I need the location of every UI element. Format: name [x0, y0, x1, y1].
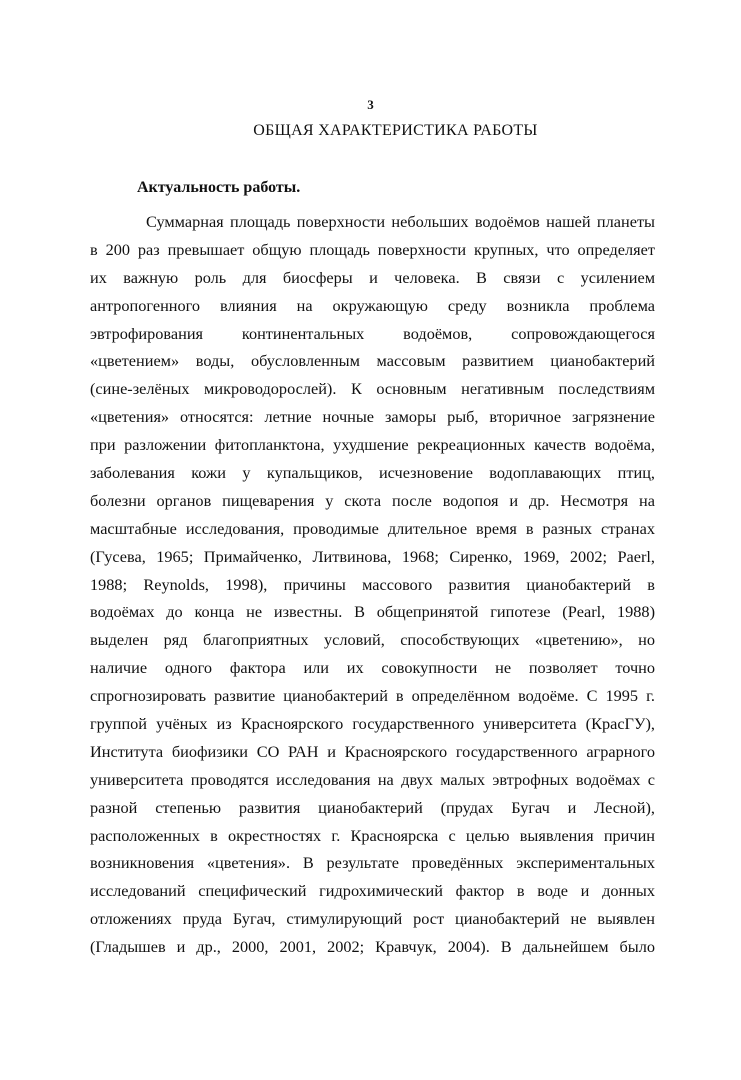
page-title: ОБЩАЯ ХАРАКТЕРИСТИКА РАБОТЫ — [253, 122, 538, 139]
paragraph-line: университета проводятся исследования на двух малых эвтрофных водоёмах с — [90, 769, 655, 789]
paragraph-line: наличие одного фактора или их совокупности не позволяет точно — [90, 658, 655, 678]
paragraph-line: 1988; Reynolds, 1998), причины массового развития цианобактерий в — [90, 574, 655, 594]
paragraph-line: в 200 раз превышает общую площадь поверхности крупных, что определяет — [90, 239, 655, 259]
paragraph-line: эвтрофирования континентальных водоёмов, сопровождающегося — [90, 323, 655, 343]
paragraph-line: Института биофизики СО РАН и Красноярского государственного аграрного — [90, 741, 655, 761]
paragraph-line: разной степенью развития цианобактерий (прудах Бугач и Лесной), — [90, 797, 655, 817]
paragraph-line: группой учёных из Красноярского государственного университета (КрасГУ), — [90, 714, 655, 734]
paragraph-line: (Гладышев и др., 2000, 2001, 2002; Кравчук, 2004). В дальнейшем было — [90, 937, 655, 957]
paragraph-line: водоёмах до конца не известны. В общепринятой гипотезе (Pearl, 1988) — [90, 602, 655, 622]
paragraph-line: выделен ряд благоприятных условий, способствующих «цветению», но — [90, 630, 655, 650]
paragraph-line: «цветением» воды, обусловленным массовым развитием цианобактерий — [90, 351, 655, 371]
paragraph-line: их важную роль для биосферы и человека. В связи с усилением — [90, 267, 655, 287]
body-paragraph — [90, 208, 655, 961]
page-number: 3 — [367, 97, 374, 112]
paragraph-line: исследований специфический гидрохимический фактор в воде и донных — [90, 881, 655, 901]
section-heading: Актуальность работы. — [137, 179, 301, 196]
paragraph-line: возникновения «цветения». В результате проведённых экспериментальных — [90, 853, 655, 873]
paragraph-line: при разложении фитопланктона, ухудшение рекреационных качеств водоёма, — [90, 435, 655, 455]
paragraph-line: антропогенного влияния на окружающую среду возникла проблема — [90, 295, 655, 315]
paragraph-line: Суммарная площадь поверхности небольших водоёмов нашей планеты — [146, 212, 655, 231]
paragraph-line: отложениях пруда Бугач, стимулирующий рост цианобактерий не выявлен — [90, 909, 655, 929]
paragraph-line: масштабные исследования, проводимые длительное время в разных странах — [90, 518, 655, 538]
paragraph-line: «цветения» относятся: летние ночные заморы рыб, вторичное загрязнение — [90, 407, 655, 427]
paragraph-line: болезни органов пищеварения у скота после водопоя и др. Несмотря на — [90, 490, 655, 510]
paragraph-line: (Гусева, 1965; Примайченко, Литвинова, 1968; Сиренко, 1969, 2002; Paerl, — [90, 546, 655, 566]
paragraph-line: расположенных в окрестностях г. Красноярска с целью выявления причин — [90, 825, 655, 845]
paragraph-line: спрогнозировать развитие цианобактерий в определённом водоёме. С 1995 г. — [90, 686, 655, 706]
paragraph-line: заболевания кожи у купальщиков, исчезновение водоплавающих птиц, — [90, 463, 655, 483]
paragraph-line: (сине-зелёных микроводорослей). К основным негативным последствиям — [90, 379, 655, 399]
